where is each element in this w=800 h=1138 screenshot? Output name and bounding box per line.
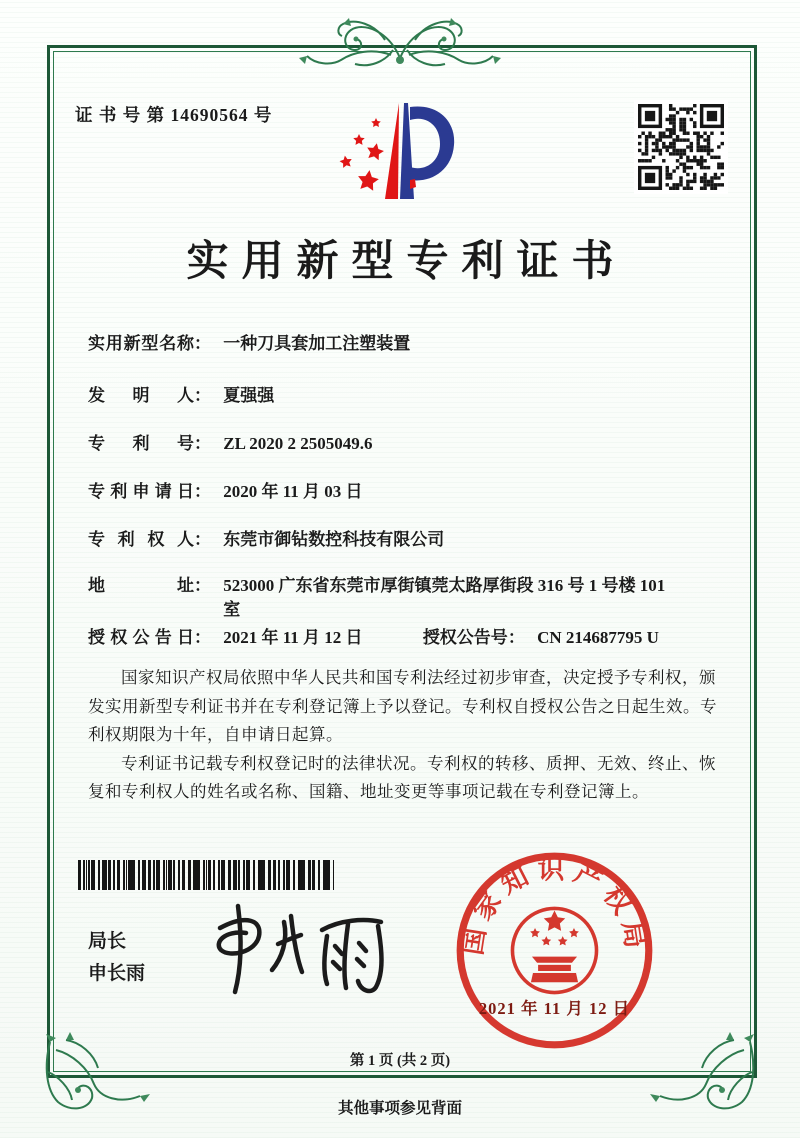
field-value: 2020 年 11 月 03 日 — [223, 482, 363, 501]
field-row-application-date — [88, 480, 728, 504]
field-value: 一种刀具套加工注塑装置 — [223, 334, 411, 353]
director-signature — [188, 900, 403, 1000]
legal-paragraph-1: 国家知识产权局依照中华人民共和国专利法经过初步审查，决定授予专利权，颁发实用新型专利证书并在专利登记簿上予以登记。专利权自授权公告之日起生效。专利权期限为十年，自申请日起算。 — [88, 668, 717, 744]
svg-text:国家知识产权局 — [457, 855, 651, 957]
field-label: 专利权人 — [88, 530, 194, 549]
field-value: 东莞市御钻数控科技有限公司 — [223, 530, 445, 549]
label-colon: ： — [194, 628, 211, 647]
top-flourish-ornament-icon — [293, 10, 507, 72]
field-label: 实用新型名称 — [88, 334, 194, 353]
official-seal — [452, 848, 657, 1053]
grant-number-label: 授权公告号 — [422, 628, 508, 647]
certificate-title: 实用新型专利证书 — [186, 239, 627, 285]
grant-date-value: 2021 年 11 月 12 日 — [223, 628, 363, 647]
legal-text-block — [88, 664, 720, 807]
field-label: 专利申请日 — [88, 482, 194, 501]
label-colon: ： — [194, 434, 211, 453]
field-value: 夏强强 — [223, 386, 275, 405]
field-row-inventor — [88, 384, 728, 408]
field-row-patent-name — [88, 332, 728, 356]
field-row-patent-number — [88, 432, 728, 456]
field-label: 授权公告日 — [88, 628, 194, 647]
seal-text: 国家知识产权局 — [457, 854, 652, 958]
cnipa-logo-icon — [330, 97, 480, 212]
label-colon: ： — [194, 482, 211, 501]
legal-paragraph-2: 专利证书记载专利权登记时的法律状况。专利权的转移、质押、无效、终止、恢复和专利权人的姓名或名称、国籍、地址变更等事项记载在专利登记簿上。 — [88, 753, 716, 801]
label-colon: ： — [194, 386, 211, 405]
certificate-number: 证 书 号 第 14690564 号 — [75, 105, 273, 125]
page-number: 第 1 页 (共 2 页) — [349, 1053, 451, 1069]
address-line-1: 523000 广东省东莞市厚街镇莞太路厚街段 316 号 1 号楼 101 — [223, 576, 666, 595]
field-row-address — [88, 574, 728, 622]
label-colon: ： — [194, 334, 211, 353]
field-value — [223, 574, 665, 622]
qr-code — [634, 100, 728, 194]
grant-number-value: CN 214687795 U — [537, 628, 659, 647]
field-value: ZL 2020 2 2505049.6 — [223, 434, 373, 453]
label-colon: ： — [194, 530, 211, 549]
back-side-note: 其他事项参见背面 — [337, 1100, 462, 1117]
field-row-patentee — [88, 528, 728, 552]
field-label: 发明人 — [88, 386, 194, 405]
label-colon: ： — [194, 576, 211, 595]
director-name: 申长雨 — [88, 963, 146, 984]
label-colon: ： — [507, 628, 525, 647]
barcode — [78, 860, 334, 890]
address-line-2: 室 — [223, 600, 241, 619]
director-title: 局长 — [88, 931, 127, 952]
field-label: 地址 — [88, 576, 194, 595]
field-row-grant — [88, 626, 728, 650]
seal-date: 2021 年 11 月 12 日 — [478, 999, 631, 1018]
national-emblem-icon — [512, 908, 596, 992]
field-label: 专利号 — [88, 434, 194, 453]
